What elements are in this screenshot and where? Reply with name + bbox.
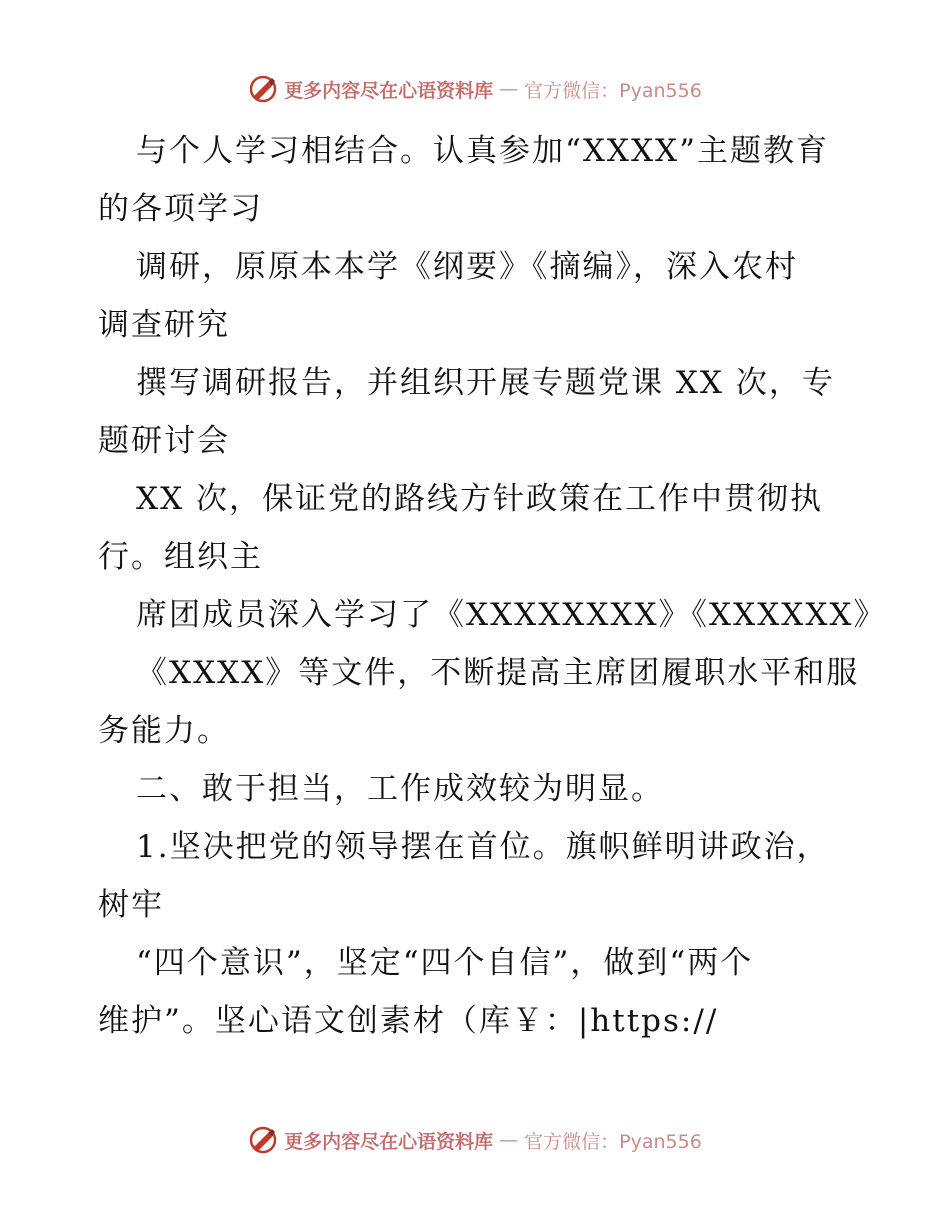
document-body <box>98 122 887 1050</box>
watermark-separator: — <box>499 1129 519 1151</box>
text-line: 行。组织主 <box>98 539 263 575</box>
header-watermark <box>0 74 950 104</box>
text-line: 席团成员深入学习了《XXXXXXXX》《XXXXXX》 <box>136 597 887 633</box>
watermark-account-text: 官方微信：Pyan556 <box>524 79 702 102</box>
text-line: 《XXXX》等文件，不断提高主席团履职水平和服 <box>136 655 860 691</box>
text-line: 务能力。 <box>98 713 230 749</box>
logo-pen-icon <box>248 1125 278 1155</box>
text-line: “四个意识”，坚定“四个自信”，做到“两个 <box>136 945 754 981</box>
text-line: 调查研究 <box>98 307 230 343</box>
text-line: 1.坚决把党的领导摆在首位。旗帜鲜明讲政治， <box>136 829 830 865</box>
text-line: 树牢 <box>98 887 164 923</box>
text-line: 的各项学习 <box>98 191 263 227</box>
text-line: 与个人学习相结合。认真参加“XXXX”主题教育 <box>136 133 829 169</box>
watermark-account-text: 官方微信：Pyan556 <box>524 1130 702 1153</box>
text-line: 题研讨会 <box>98 423 230 459</box>
watermark-site-text: 更多内容尽在心语资料库 <box>284 1130 494 1153</box>
logo-pen-icon <box>248 74 278 104</box>
watermark-site-text: 更多内容尽在心语资料库 <box>284 79 494 102</box>
footer-watermark <box>0 1125 950 1155</box>
text-line: 维护”。坚心语文创素材（库￥：|https:// <box>98 1003 719 1039</box>
section-heading: 二、敢于担当，工作成效较为明显。 <box>136 771 664 807</box>
text-line: 调研，原原本本学《纲要》《摘编》，深入农村 <box>136 249 798 285</box>
text-line: XX 次，保证党的路线方针政策在工作中贯彻执 <box>136 481 823 517</box>
watermark-separator: — <box>499 78 519 100</box>
text-line: 撰写调研报告，并组织开展专题党课 XX 次，专 <box>136 365 835 401</box>
